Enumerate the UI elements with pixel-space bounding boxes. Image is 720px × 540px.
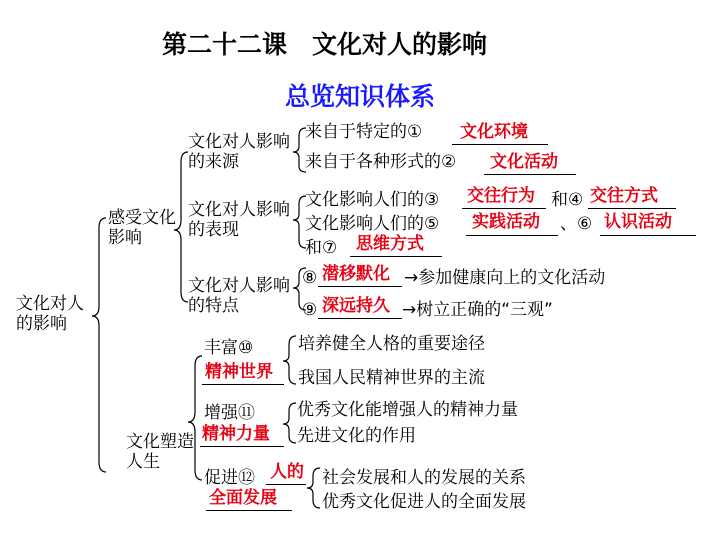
strengthen-label: 增强⑪: [204, 403, 255, 423]
answer-5: 实践活动: [472, 212, 540, 232]
answer-2: 文化活动: [490, 152, 558, 172]
answer-4-underline: [588, 208, 676, 209]
promote-point2: 优秀文化促进人的全面发展: [322, 492, 526, 512]
sources-line1: 来自于特定的①: [305, 122, 423, 142]
answer-6: 认识活动: [604, 212, 672, 232]
answer-10-underline: [202, 384, 284, 385]
answer-11: 精神力量: [202, 424, 270, 444]
manifest-sep: 、⑥: [560, 214, 593, 234]
strengthen-bracket: [283, 403, 296, 443]
enrich-point1: 培养健全人格的重要途径: [298, 334, 485, 354]
branch1-bracket: [174, 152, 188, 302]
answer-8-underline: [318, 286, 402, 287]
page-subtitle: 总览知识体系: [285, 82, 436, 111]
answer-12-part2: 全面发展: [209, 488, 277, 508]
strengthen-point1: 优秀文化能增强人的精神力量: [297, 400, 518, 420]
enrich-label: 丰富⑩: [204, 338, 254, 358]
promote-point1: 社会发展和人的发展的关系: [322, 468, 526, 488]
promote-bracket: [307, 468, 320, 508]
page-title: 第二十二课 文化对人的影响: [162, 30, 488, 59]
answer-10: 精神世界: [205, 362, 273, 382]
root-bracket: [92, 218, 106, 472]
answer-6-underline: [600, 235, 696, 236]
manifest-line3: 和⑦: [305, 238, 338, 258]
strengthen-point2: 先进文化的作用: [297, 426, 416, 446]
answer-5-underline: [466, 235, 558, 236]
answer-11-underline: [200, 446, 284, 447]
answer-2-underline: [484, 174, 576, 175]
answer-9-underline: [318, 318, 402, 319]
enrich-bracket: [283, 336, 296, 384]
answer-3: 交往行为: [467, 186, 535, 206]
traits-num8: ⑧: [302, 268, 318, 288]
answer-12-part1-underline: [266, 484, 306, 485]
manifest-and: 和④: [551, 190, 584, 210]
sources-label: 文化对人影响的来源: [188, 132, 290, 172]
root-node: 文化对人的影响: [16, 294, 84, 334]
answer-4: 交往方式: [590, 186, 658, 206]
answer-1-underline: [452, 144, 548, 145]
answer-7: 思维方式: [356, 234, 424, 254]
manifest-line1: 文化影响人们的③: [305, 190, 440, 210]
promote-label: 促进⑫: [204, 468, 255, 488]
answer-7-underline: [350, 256, 442, 257]
answer-3-underline: [462, 208, 546, 209]
branch2-label: 文化塑造人生: [126, 432, 194, 472]
sources-line2: 来自于各种形式的②: [305, 152, 457, 172]
answer-12-part2-underline: [206, 510, 292, 511]
branch1-label: 感受文化影响: [108, 208, 176, 248]
traits-tail9: →树立正确的“三观”: [402, 300, 553, 320]
answer-9: 深远持久: [322, 296, 390, 316]
enrich-point2: 我国人民精神世界的主流: [298, 368, 485, 388]
answer-12-part1: 人的: [270, 462, 304, 482]
manifest-line2: 文化影响人们的⑤: [305, 214, 440, 234]
answer-1: 文化环境: [460, 122, 528, 142]
manifest-label: 文化对人影响的表现: [188, 200, 290, 240]
answer-8: 潜移默化: [322, 264, 390, 284]
traits-tail8: →参加健康向上的文化活动: [404, 268, 606, 288]
traits-num9: ⑨: [302, 300, 318, 320]
traits-label: 文化对人影响的特点: [188, 276, 290, 316]
